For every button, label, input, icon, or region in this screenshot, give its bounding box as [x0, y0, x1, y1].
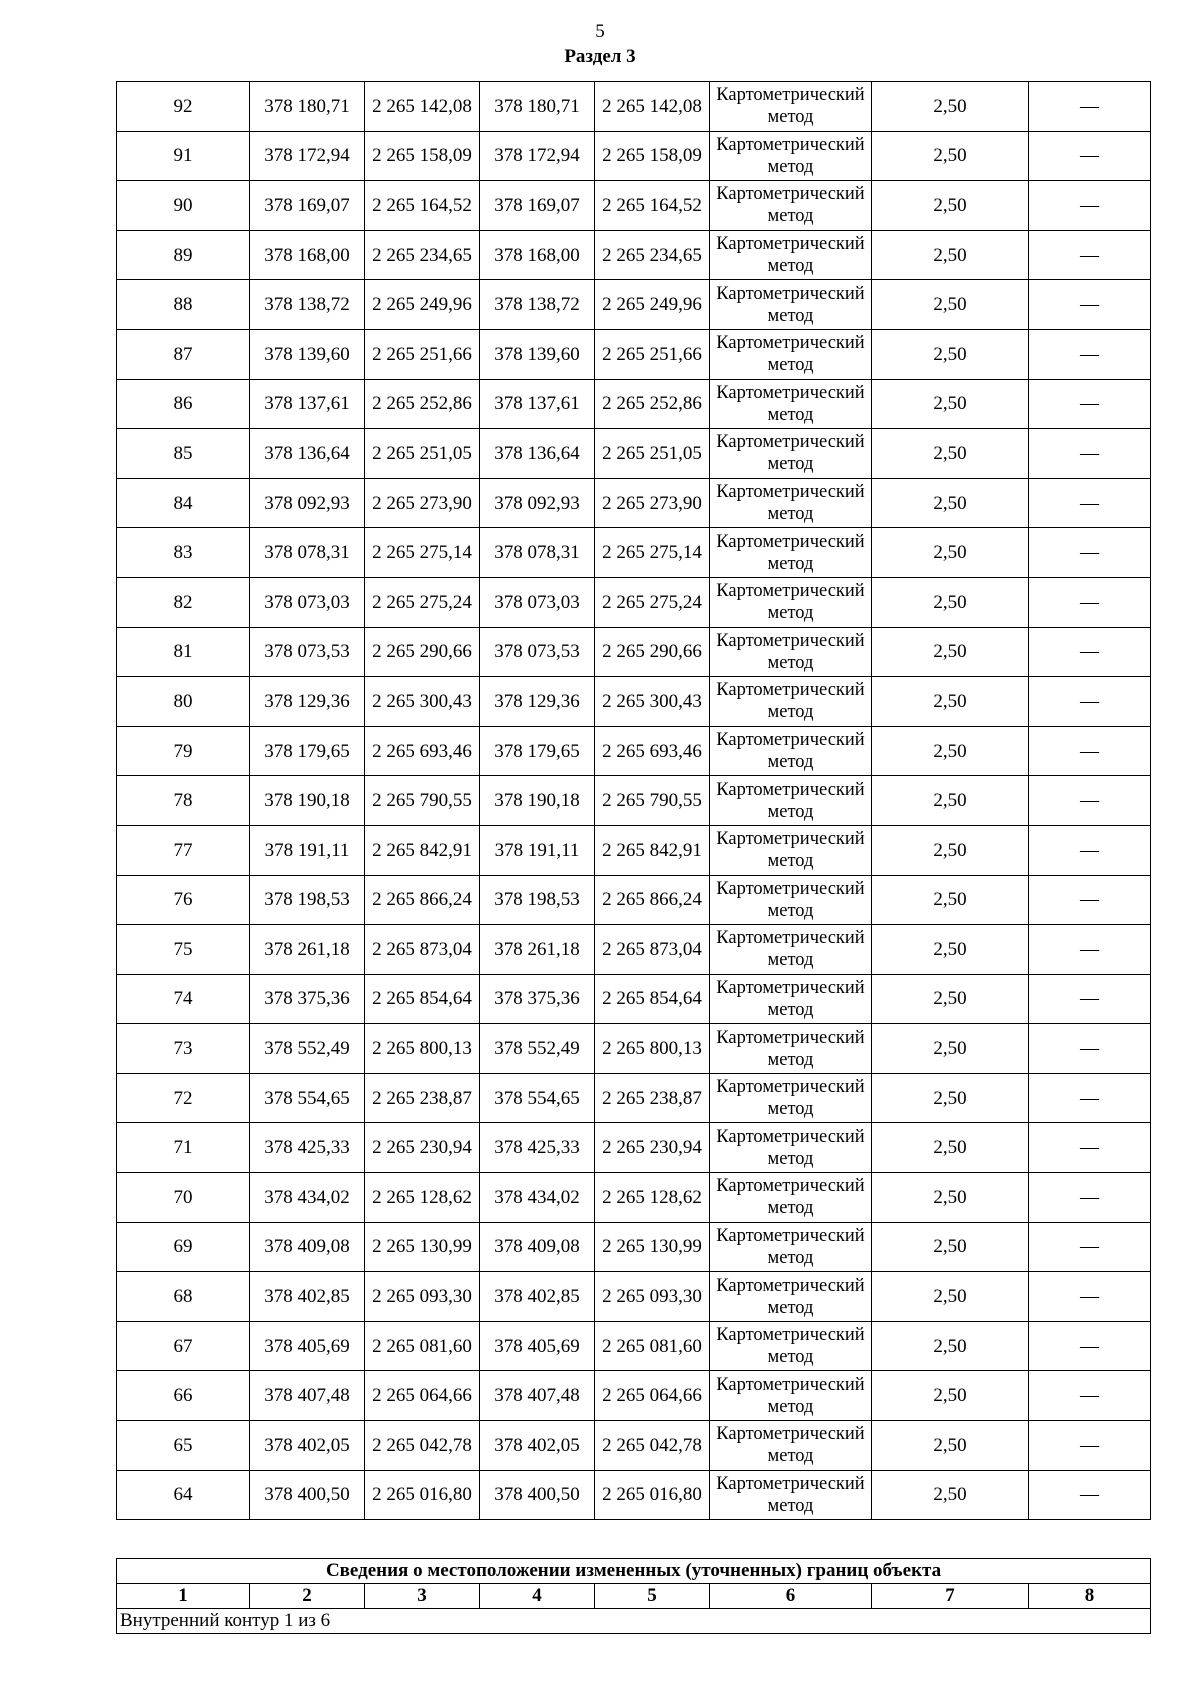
- note-cell: —: [1029, 627, 1151, 677]
- point-number-cell: 88: [117, 280, 250, 330]
- refined-x-cell: 378 169,07: [480, 181, 595, 231]
- refined-y-cell: 2 265 854,64: [595, 974, 710, 1024]
- refined-y-cell: 2 265 130,99: [595, 1222, 710, 1272]
- refined-x-cell: 378 409,08: [480, 1222, 595, 1272]
- method-cell: Картометрический метод: [710, 1321, 872, 1371]
- point-number-cell: 79: [117, 726, 250, 776]
- refined-x-cell: 378 137,61: [480, 379, 595, 429]
- existing-y-cell: 2 265 866,24: [365, 875, 480, 925]
- existing-y-cell: 2 265 693,46: [365, 726, 480, 776]
- refined-x-cell: 378 198,53: [480, 875, 595, 925]
- refined-x-cell: 378 407,48: [480, 1371, 595, 1421]
- existing-x-cell: 378 434,02: [250, 1173, 365, 1223]
- existing-x-cell: 378 139,60: [250, 329, 365, 379]
- existing-y-cell: 2 265 842,91: [365, 825, 480, 875]
- method-cell: Картометрический метод: [710, 974, 872, 1024]
- refined-y-cell: 2 265 230,94: [595, 1123, 710, 1173]
- table-row: [117, 1024, 1151, 1074]
- method-cell: Картометрический метод: [710, 1024, 872, 1074]
- note-cell: —: [1029, 577, 1151, 627]
- table-row: [117, 1321, 1151, 1371]
- existing-x-cell: 378 136,64: [250, 429, 365, 479]
- note-cell: —: [1029, 1470, 1151, 1520]
- refined-x-cell: 378 073,53: [480, 627, 595, 677]
- existing-y-cell: 2 265 238,87: [365, 1073, 480, 1123]
- refined-y-cell: 2 265 016,80: [595, 1470, 710, 1520]
- method-cell: Картометрический метод: [710, 1222, 872, 1272]
- table-row: [117, 1272, 1151, 1322]
- existing-y-cell: 2 265 128,62: [365, 1173, 480, 1223]
- point-number-cell: 84: [117, 478, 250, 528]
- refined-x-cell: 378 092,93: [480, 478, 595, 528]
- precision-cell: 2,50: [872, 131, 1029, 181]
- refined-y-cell: 2 265 252,86: [595, 379, 710, 429]
- method-cell: Картометрический метод: [710, 379, 872, 429]
- existing-y-cell: 2 265 142,08: [365, 82, 480, 132]
- point-number-cell: 92: [117, 82, 250, 132]
- method-cell: Картометрический метод: [710, 825, 872, 875]
- existing-x-cell: 378 402,05: [250, 1421, 365, 1471]
- note-cell: —: [1029, 181, 1151, 231]
- refined-y-cell: 2 265 873,04: [595, 925, 710, 975]
- precision-cell: 2,50: [872, 82, 1029, 132]
- existing-y-cell: 2 265 093,30: [365, 1272, 480, 1322]
- method-cell: Картометрический метод: [710, 677, 872, 727]
- point-number-cell: 86: [117, 379, 250, 429]
- refined-y-cell: 2 265 164,52: [595, 181, 710, 231]
- precision-cell: 2,50: [872, 1173, 1029, 1223]
- method-cell: Картометрический метод: [710, 726, 872, 776]
- refined-x-cell: 378 402,85: [480, 1272, 595, 1322]
- precision-cell: 2,50: [872, 627, 1029, 677]
- note-cell: —: [1029, 329, 1151, 379]
- existing-x-cell: 378 168,00: [250, 230, 365, 280]
- existing-x-cell: 378 073,53: [250, 627, 365, 677]
- point-number-cell: 72: [117, 1073, 250, 1123]
- refined-x-cell: 378 400,50: [480, 1470, 595, 1520]
- method-cell: Картометрический метод: [710, 577, 872, 627]
- table-row: [117, 82, 1151, 132]
- table-row: [117, 280, 1151, 330]
- precision-cell: 2,50: [872, 280, 1029, 330]
- column-number-row: [117, 1584, 1151, 1609]
- existing-x-cell: 378 409,08: [250, 1222, 365, 1272]
- point-number-cell: 90: [117, 181, 250, 231]
- point-number-cell: 66: [117, 1371, 250, 1421]
- table-row: [117, 1421, 1151, 1471]
- table-row: [117, 1371, 1151, 1421]
- method-cell: Картометрический метод: [710, 478, 872, 528]
- table-row: [117, 230, 1151, 280]
- note-cell: —: [1029, 528, 1151, 578]
- precision-cell: 2,50: [872, 825, 1029, 875]
- existing-y-cell: 2 265 234,65: [365, 230, 480, 280]
- existing-y-cell: 2 265 290,66: [365, 627, 480, 677]
- point-number-cell: 83: [117, 528, 250, 578]
- existing-x-cell: 378 179,65: [250, 726, 365, 776]
- refined-y-cell: 2 265 128,62: [595, 1173, 710, 1223]
- refined-y-cell: 2 265 142,08: [595, 82, 710, 132]
- refined-y-cell: 2 265 249,96: [595, 280, 710, 330]
- method-cell: Картометрический метод: [710, 1371, 872, 1421]
- existing-y-cell: 2 265 790,55: [365, 776, 480, 826]
- contour-label: Внутренний контур 1 из 6: [117, 1609, 1151, 1634]
- existing-x-cell: 378 375,36: [250, 974, 365, 1024]
- existing-y-cell: 2 265 042,78: [365, 1421, 480, 1471]
- refined-x-cell: 378 405,69: [480, 1321, 595, 1371]
- refined-x-cell: 378 078,31: [480, 528, 595, 578]
- point-number-cell: 87: [117, 329, 250, 379]
- refined-y-cell: 2 265 093,30: [595, 1272, 710, 1322]
- existing-x-cell: 378 129,36: [250, 677, 365, 727]
- table-row: [117, 181, 1151, 231]
- refined-y-cell: 2 265 300,43: [595, 677, 710, 727]
- note-cell: —: [1029, 776, 1151, 826]
- note-cell: —: [1029, 1272, 1151, 1322]
- refined-y-cell: 2 265 158,09: [595, 131, 710, 181]
- method-cell: Картометрический метод: [710, 1421, 872, 1471]
- existing-x-cell: 378 190,18: [250, 776, 365, 826]
- method-cell: Картометрический метод: [710, 131, 872, 181]
- method-cell: Картометрический метод: [710, 528, 872, 578]
- method-cell: Картометрический метод: [710, 875, 872, 925]
- point-number-cell: 89: [117, 230, 250, 280]
- column-number: 6: [710, 1584, 872, 1609]
- precision-cell: 2,50: [872, 478, 1029, 528]
- table-row: [117, 677, 1151, 727]
- existing-x-cell: 378 169,07: [250, 181, 365, 231]
- existing-y-cell: 2 265 164,52: [365, 181, 480, 231]
- point-number-cell: 71: [117, 1123, 250, 1173]
- existing-y-cell: 2 265 251,66: [365, 329, 480, 379]
- point-number-cell: 81: [117, 627, 250, 677]
- table-row: [117, 726, 1151, 776]
- method-cell: Картометрический метод: [710, 1470, 872, 1520]
- refined-y-cell: 2 265 790,55: [595, 776, 710, 826]
- table-row: [117, 875, 1151, 925]
- refined-x-cell: 378 073,03: [480, 577, 595, 627]
- method-cell: Картометрический метод: [710, 329, 872, 379]
- note-cell: —: [1029, 1073, 1151, 1123]
- refined-x-cell: 378 434,02: [480, 1173, 595, 1223]
- precision-cell: 2,50: [872, 776, 1029, 826]
- method-cell: Картометрический метод: [710, 925, 872, 975]
- precision-cell: 2,50: [872, 1272, 1029, 1322]
- note-cell: —: [1029, 875, 1151, 925]
- existing-x-cell: 378 261,18: [250, 925, 365, 975]
- existing-x-cell: 378 078,31: [250, 528, 365, 578]
- point-number-cell: 85: [117, 429, 250, 479]
- existing-y-cell: 2 265 275,24: [365, 577, 480, 627]
- refined-x-cell: 378 129,36: [480, 677, 595, 727]
- note-cell: —: [1029, 1024, 1151, 1074]
- point-number-cell: 78: [117, 776, 250, 826]
- refined-y-cell: 2 265 251,66: [595, 329, 710, 379]
- existing-y-cell: 2 265 249,96: [365, 280, 480, 330]
- refined-y-cell: 2 265 042,78: [595, 1421, 710, 1471]
- method-cell: Картометрический метод: [710, 1173, 872, 1223]
- note-cell: —: [1029, 82, 1151, 132]
- existing-y-cell: 2 265 873,04: [365, 925, 480, 975]
- precision-cell: 2,50: [872, 1371, 1029, 1421]
- note-cell: —: [1029, 1173, 1151, 1223]
- refined-y-cell: 2 265 866,24: [595, 875, 710, 925]
- table-row: [117, 478, 1151, 528]
- precision-cell: 2,50: [872, 1222, 1029, 1272]
- table-row: [117, 925, 1151, 975]
- table-row: [117, 429, 1151, 479]
- existing-y-cell: 2 265 252,86: [365, 379, 480, 429]
- precision-cell: 2,50: [872, 1123, 1029, 1173]
- refined-y-cell: 2 265 693,46: [595, 726, 710, 776]
- table-row: [117, 1470, 1151, 1520]
- precision-cell: 2,50: [872, 875, 1029, 925]
- existing-y-cell: 2 265 273,90: [365, 478, 480, 528]
- refined-x-cell: 378 191,11: [480, 825, 595, 875]
- table-row: [117, 825, 1151, 875]
- refined-x-cell: 378 179,65: [480, 726, 595, 776]
- note-cell: —: [1029, 825, 1151, 875]
- refined-x-cell: 378 136,64: [480, 429, 595, 479]
- refined-x-cell: 378 172,94: [480, 131, 595, 181]
- existing-x-cell: 378 407,48: [250, 1371, 365, 1421]
- existing-y-cell: 2 265 081,60: [365, 1321, 480, 1371]
- precision-cell: 2,50: [872, 677, 1029, 727]
- existing-x-cell: 378 137,61: [250, 379, 365, 429]
- table-row: [117, 627, 1151, 677]
- method-cell: Картометрический метод: [710, 1073, 872, 1123]
- refined-y-cell: 2 265 275,14: [595, 528, 710, 578]
- precision-cell: 2,50: [872, 379, 1029, 429]
- method-cell: Картометрический метод: [710, 429, 872, 479]
- existing-x-cell: 378 400,50: [250, 1470, 365, 1520]
- column-number: 5: [595, 1584, 710, 1609]
- existing-y-cell: 2 265 064,66: [365, 1371, 480, 1421]
- table-row: [117, 577, 1151, 627]
- existing-x-cell: 378 092,93: [250, 478, 365, 528]
- refined-x-cell: 378 139,60: [480, 329, 595, 379]
- refined-y-cell: 2 265 290,66: [595, 627, 710, 677]
- boundary-info-table: [116, 1558, 1151, 1634]
- existing-y-cell: 2 265 251,05: [365, 429, 480, 479]
- note-cell: —: [1029, 1321, 1151, 1371]
- refined-x-cell: 378 552,49: [480, 1024, 595, 1074]
- point-number-cell: 82: [117, 577, 250, 627]
- note-cell: —: [1029, 726, 1151, 776]
- method-cell: Картометрический метод: [710, 1123, 872, 1173]
- contour-row: [117, 1609, 1151, 1634]
- existing-x-cell: 378 180,71: [250, 82, 365, 132]
- existing-y-cell: 2 265 230,94: [365, 1123, 480, 1173]
- refined-y-cell: 2 265 275,24: [595, 577, 710, 627]
- page-number: 5: [595, 21, 605, 42]
- method-cell: Картометрический метод: [710, 181, 872, 231]
- existing-y-cell: 2 265 275,14: [365, 528, 480, 578]
- column-number: 8: [1029, 1584, 1151, 1609]
- precision-cell: 2,50: [872, 181, 1029, 231]
- existing-y-cell: 2 265 016,80: [365, 1470, 480, 1520]
- info-table-title: Сведения о местоположении измененных (уточненных) границ объекта: [117, 1559, 1151, 1584]
- refined-y-cell: 2 265 081,60: [595, 1321, 710, 1371]
- method-cell: Картометрический метод: [710, 1272, 872, 1322]
- note-cell: —: [1029, 280, 1151, 330]
- point-number-cell: 91: [117, 131, 250, 181]
- point-number-cell: 74: [117, 974, 250, 1024]
- table-row: [117, 379, 1151, 429]
- existing-x-cell: 378 138,72: [250, 280, 365, 330]
- precision-cell: 2,50: [872, 329, 1029, 379]
- method-cell: Картометрический метод: [710, 230, 872, 280]
- point-number-cell: 70: [117, 1173, 250, 1223]
- table-row: [117, 329, 1151, 379]
- precision-cell: 2,50: [872, 577, 1029, 627]
- precision-cell: 2,50: [872, 925, 1029, 975]
- note-cell: —: [1029, 131, 1151, 181]
- note-cell: —: [1029, 677, 1151, 727]
- refined-x-cell: 378 261,18: [480, 925, 595, 975]
- note-cell: —: [1029, 429, 1151, 479]
- existing-y-cell: 2 265 130,99: [365, 1222, 480, 1272]
- precision-cell: 2,50: [872, 230, 1029, 280]
- point-number-cell: 73: [117, 1024, 250, 1074]
- precision-cell: 2,50: [872, 1073, 1029, 1123]
- note-cell: —: [1029, 1371, 1151, 1421]
- method-cell: Картометрический метод: [710, 82, 872, 132]
- method-cell: Картометрический метод: [710, 776, 872, 826]
- refined-x-cell: 378 554,65: [480, 1073, 595, 1123]
- method-cell: Картометрический метод: [710, 627, 872, 677]
- refined-y-cell: 2 265 842,91: [595, 825, 710, 875]
- precision-cell: 2,50: [872, 974, 1029, 1024]
- existing-x-cell: 378 405,69: [250, 1321, 365, 1371]
- table-row: [117, 776, 1151, 826]
- note-cell: —: [1029, 974, 1151, 1024]
- refined-y-cell: 2 265 234,65: [595, 230, 710, 280]
- refined-x-cell: 378 180,71: [480, 82, 595, 132]
- table-row: [117, 1173, 1151, 1223]
- precision-cell: 2,50: [872, 1421, 1029, 1471]
- table-row: [117, 1222, 1151, 1272]
- refined-y-cell: 2 265 064,66: [595, 1371, 710, 1421]
- note-cell: —: [1029, 1421, 1151, 1471]
- refined-x-cell: 378 425,33: [480, 1123, 595, 1173]
- refined-y-cell: 2 265 273,90: [595, 478, 710, 528]
- point-number-cell: 75: [117, 925, 250, 975]
- column-number: 3: [365, 1584, 480, 1609]
- method-cell: Картометрический метод: [710, 280, 872, 330]
- existing-x-cell: 378 172,94: [250, 131, 365, 181]
- refined-x-cell: 378 402,05: [480, 1421, 595, 1471]
- precision-cell: 2,50: [872, 1321, 1029, 1371]
- refined-x-cell: 378 138,72: [480, 280, 595, 330]
- table-row: [117, 1073, 1151, 1123]
- column-number: 4: [480, 1584, 595, 1609]
- existing-x-cell: 378 402,85: [250, 1272, 365, 1322]
- point-number-cell: 64: [117, 1470, 250, 1520]
- info-title-row: [117, 1559, 1151, 1584]
- point-number-cell: 67: [117, 1321, 250, 1371]
- table-row: [117, 528, 1151, 578]
- note-cell: —: [1029, 1222, 1151, 1272]
- point-number-cell: 65: [117, 1421, 250, 1471]
- existing-x-cell: 378 191,11: [250, 825, 365, 875]
- refined-x-cell: 378 190,18: [480, 776, 595, 826]
- refined-x-cell: 378 168,00: [480, 230, 595, 280]
- column-number: 2: [250, 1584, 365, 1609]
- existing-y-cell: 2 265 158,09: [365, 131, 480, 181]
- existing-x-cell: 378 425,33: [250, 1123, 365, 1173]
- refined-x-cell: 378 375,36: [480, 974, 595, 1024]
- point-number-cell: 80: [117, 677, 250, 727]
- note-cell: —: [1029, 230, 1151, 280]
- existing-y-cell: 2 265 854,64: [365, 974, 480, 1024]
- existing-y-cell: 2 265 300,43: [365, 677, 480, 727]
- section-title: Раздел 3: [564, 46, 636, 67]
- refined-y-cell: 2 265 251,05: [595, 429, 710, 479]
- table-row: [117, 131, 1151, 181]
- note-cell: —: [1029, 925, 1151, 975]
- note-cell: —: [1029, 478, 1151, 528]
- existing-x-cell: 378 073,03: [250, 577, 365, 627]
- precision-cell: 2,50: [872, 429, 1029, 479]
- table-row: [117, 1123, 1151, 1173]
- precision-cell: 2,50: [872, 726, 1029, 776]
- refined-y-cell: 2 265 238,87: [595, 1073, 710, 1123]
- point-number-cell: 77: [117, 825, 250, 875]
- refined-y-cell: 2 265 800,13: [595, 1024, 710, 1074]
- existing-y-cell: 2 265 800,13: [365, 1024, 480, 1074]
- precision-cell: 2,50: [872, 1024, 1029, 1074]
- point-number-cell: 68: [117, 1272, 250, 1322]
- point-number-cell: 69: [117, 1222, 250, 1272]
- column-number: 1: [117, 1584, 250, 1609]
- existing-x-cell: 378 552,49: [250, 1024, 365, 1074]
- precision-cell: 2,50: [872, 1470, 1029, 1520]
- existing-x-cell: 378 198,53: [250, 875, 365, 925]
- point-number-cell: 76: [117, 875, 250, 925]
- column-number: 7: [872, 1584, 1029, 1609]
- note-cell: —: [1029, 1123, 1151, 1173]
- precision-cell: 2,50: [872, 528, 1029, 578]
- table-row: [117, 974, 1151, 1024]
- coordinates-table: [116, 81, 1151, 1520]
- note-cell: —: [1029, 379, 1151, 429]
- existing-x-cell: 378 554,65: [250, 1073, 365, 1123]
